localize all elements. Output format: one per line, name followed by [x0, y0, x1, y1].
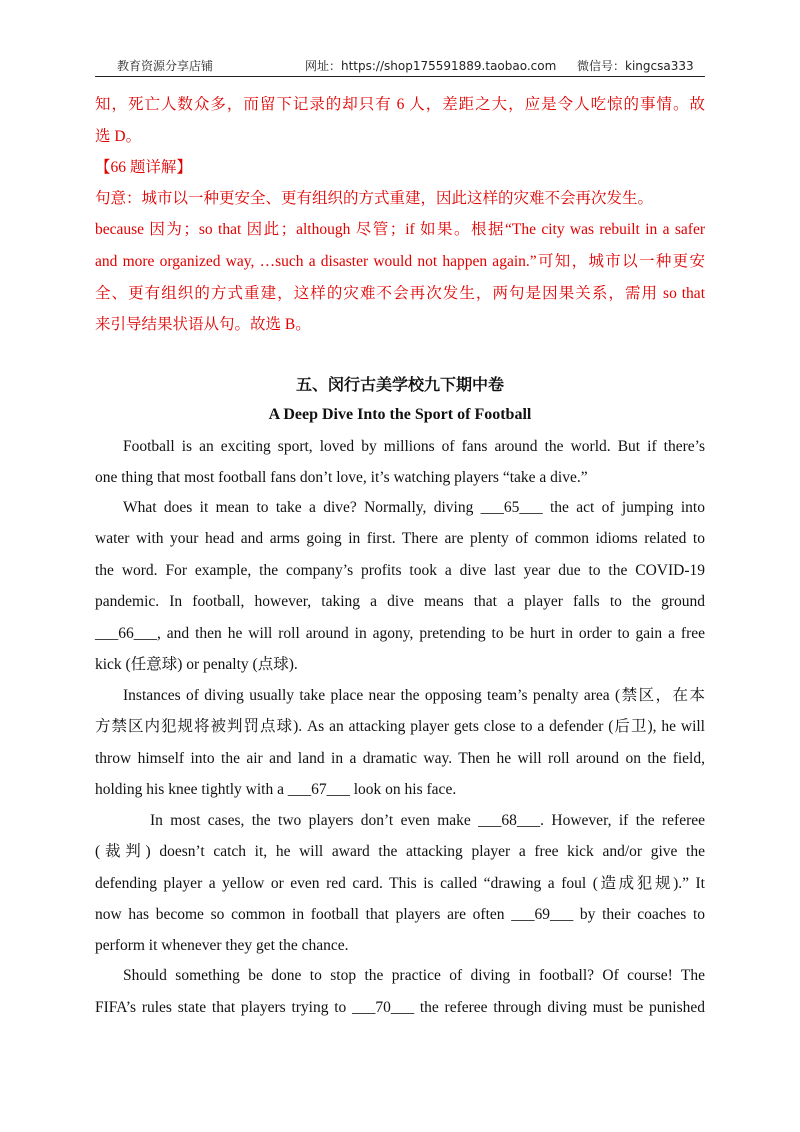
section-heading: 五、闵行古美学校九下期中卷 [295, 377, 504, 394]
passage-line: Football is an exciting sport, loved by millions of fans around the world. But if there’s [123, 438, 705, 455]
passage-line: Instances of diving usually take place near the opposing team’s penalty area (禁区，在本 [123, 687, 705, 704]
passage-line: now has become so common in football that players are often ___69___ by their coaches to [95, 906, 705, 923]
header-url: 网址：https://shop175591889.taobao.com [305, 59, 557, 73]
explanation-line: 【66 题详解】 [95, 159, 192, 176]
passage-title: A Deep Dive Into the Sport of Football [268, 406, 532, 423]
header-wechat: 微信号：kingcsa333 [577, 59, 694, 73]
passage-line: FIFA’s rules state that players trying to ___70___ the referee through diving must be punished [95, 999, 705, 1016]
passage-line: the word. For example, the company’s profits took a dive last year due to the COVID-19 [95, 562, 705, 579]
passage-line: (裁判) doesn’t catch it, he will award the attacking player a free kick and/or give the [95, 843, 705, 860]
passage-line: perform it whenever they get the chance. [95, 937, 349, 954]
passage-line: In most cases, the two players don’t even make ___68___. However, if the referee [150, 812, 705, 829]
explanation-line: 全、更有组织的方式重建，这样的灾难不会再次发生，两句是因果关系，需用 so that [95, 285, 705, 302]
passage-line: pandemic. In football, however, taking a dive means that a player falls to the ground [95, 593, 705, 610]
header-shop-name: 教育资源分享店铺 [117, 59, 214, 73]
passage-line: 方禁区内犯规将被判罚点球). As an attacking player gets close to a defender (后卫), he will [95, 718, 705, 735]
passage-line: kick (任意球) or penalty (点球). [95, 656, 298, 673]
passage-line: one thing that most football fans don’t love, it’s watching players “take a dive.” [95, 469, 588, 486]
explanation-line: and more organized way, …such a disaster would not happen again.”可知，城市以一种更安 [95, 253, 705, 270]
passage-line: ___66___, and then he will roll around in agony, pretending to be hurt in order to gain a free [95, 625, 705, 642]
passage-line: What does it mean to take a dive? Normally, diving ___65___ the act of jumping into [123, 499, 705, 516]
passage-line: water with your head and arms going in first. There are plenty of common idioms related to [95, 530, 705, 547]
passage-line: holding his knee tightly with a ___67___ look on his face. [95, 781, 457, 798]
passage-line: defending player a yellow or even red card. This is called “drawing a foul (造成犯规).” It [95, 875, 705, 892]
explanation-line: because 因为；so that 因此；although 尽管；if 如果。根据“The city was rebuilt in a safer [95, 221, 705, 238]
explanation-line: 知，死亡人数众多，而留下记录的却只有 6 人，差距之大，应是令人吃惊的事情。故 [95, 96, 705, 113]
explanation-line: 句意：城市以一种更安全、更有组织的方式重建，因此这样的灾难不会再次发生。 [95, 190, 654, 207]
explanation-line: 选 D。 [95, 128, 142, 145]
passage-line: throw himself into the air and land in a dramatic way. Then he will roll around on the field, [95, 750, 705, 767]
page-header [95, 54, 705, 77]
explanation-line: 来引导结果状语从句。故选 B。 [95, 316, 311, 333]
passage-line: Should something be done to stop the practice of diving in football? Of course! The [123, 967, 705, 984]
